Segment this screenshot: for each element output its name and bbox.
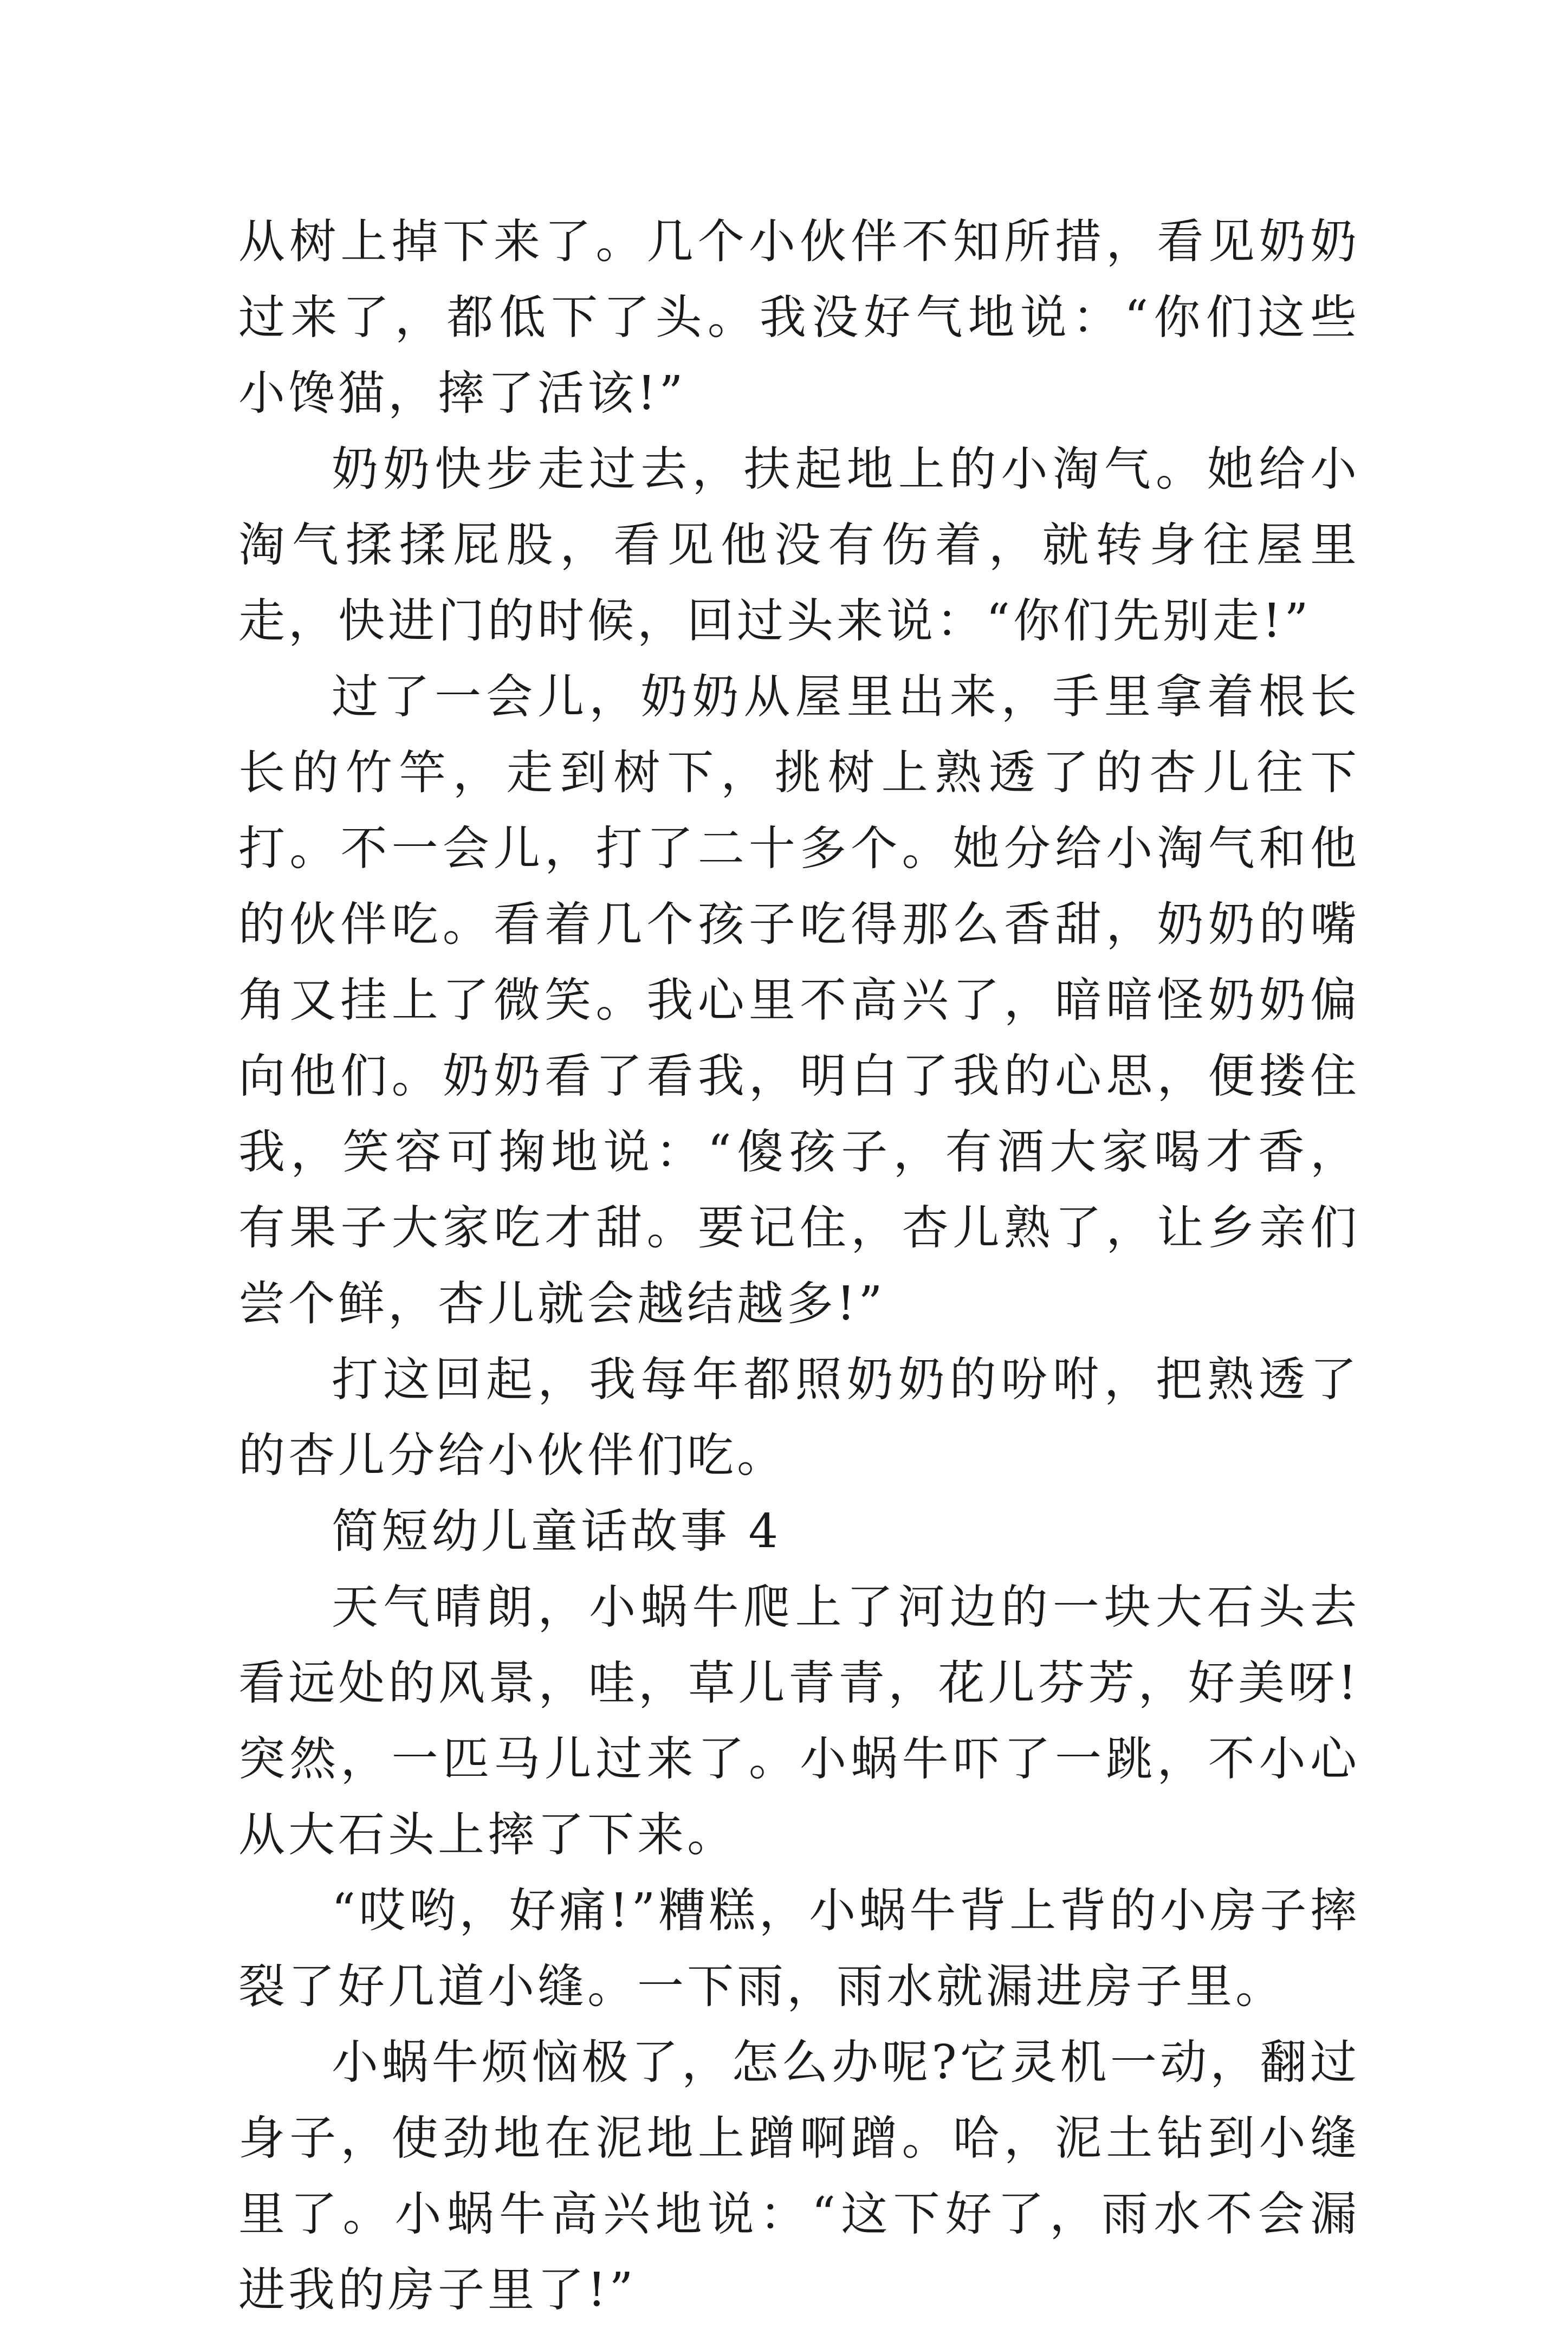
story-text — [238, 204, 1360, 2328]
paragraph-6: “哎哟，好痛!”糟糕，小蜗牛背上背的小房子摔裂了好几道小缝。一下雨，雨水就漏进房子里。 — [238, 1884, 1360, 2014]
paragraph-3: 过了一会儿，奶奶从屋里出来，手里拿着根长长的竹竿，走到树下，挑树上熟透了的杏儿往下打。不一会儿，打了二十多个。她分给小淘气和他的伙伴吃。看着几个孩子吃得那么香甜，奶奶的嘴角又挂上了微笑。我心里不高兴了，暗暗怪奶奶偏向他们。奶奶看了看我，明白了我的心思，便搂住我，笑容可掬地说：“傻孩子，有酒大家喝才香，有果子大家吃才甜。要记住，杏儿熟了，让乡亲们尝个鲜，杏儿就会越结越多!” — [238, 670, 1360, 1331]
paragraph-2: 奶奶快步走过去，扶起地上的小淘气。她给小淘气揉揉屁股，看见他没有伤着，就转身往屋里走，快进门的时候，回过头来说：“你们先别走!” — [238, 442, 1360, 648]
story-heading: 简短幼儿童话故事 4 — [332, 1504, 782, 1559]
paragraph-4: 打这回起，我每年都照奶奶的吩咐，把熟透了的杏儿分给小伙伴们吃。 — [238, 1353, 1360, 1483]
paragraph-5: 天气晴朗，小蜗牛爬上了河边的一块大石头去看远处的风景，哇，草儿青青，花儿芬芳，好美呀!突然，一匹马儿过来了。小蜗牛吓了一跳，不小心从大石头上摔了下来。 — [238, 1580, 1360, 1862]
paragraph-7: 小蜗牛烦恼极了，怎么办呢?它灵机一动，翻过身子，使劲地在泥地上蹭啊蹭。哈，泥土钻到小缝里了。小蜗牛高兴地说：“这下好了，雨水不会漏进我的房子里了!” — [238, 2035, 1360, 2317]
paragraph-1: 从树上掉下来了。几个小伙伴不知所措，看见奶奶过来了，都低下了头。我没好气地说：“你们这些小馋猫，摔了活该!” — [238, 215, 1360, 421]
